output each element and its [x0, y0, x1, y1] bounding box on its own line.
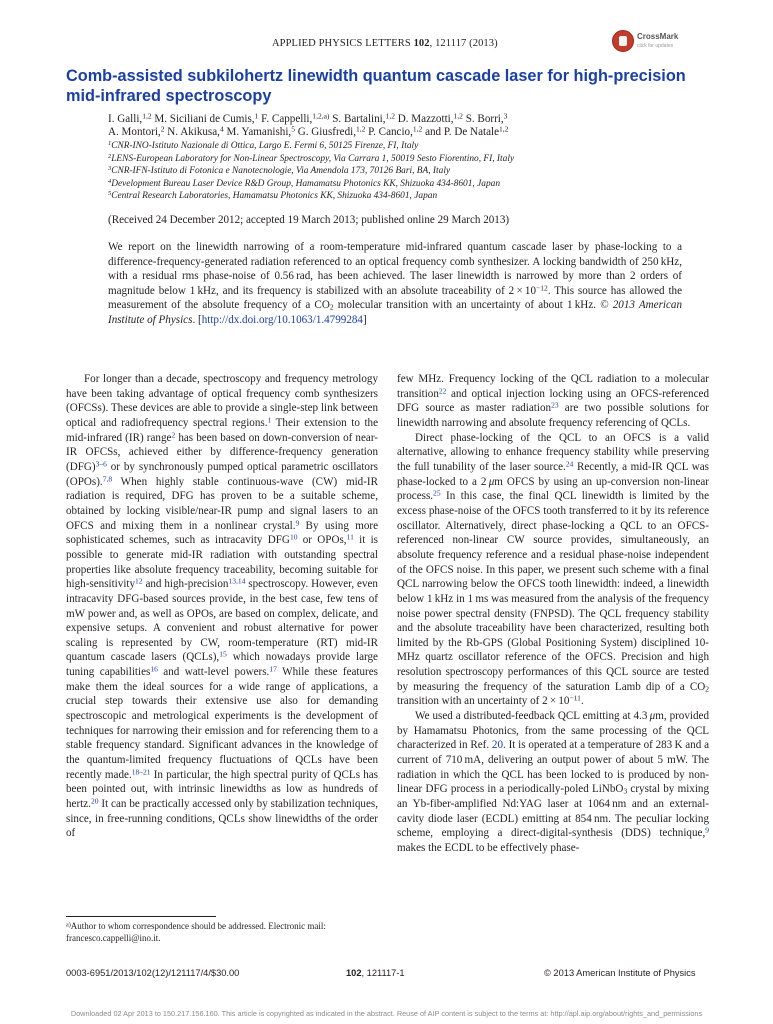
footer-page-number: , 121117-1 [361, 968, 405, 978]
received-dates: (Received 24 December 2012; accepted 19 March 2013; published online 29 March 2013) [108, 214, 510, 226]
crossmark-label: CrossMark [637, 32, 679, 41]
affiliation-line [108, 178, 668, 191]
crossmark-badge[interactable] [612, 29, 692, 55]
affiliation-number: 5 [108, 190, 112, 198]
affiliation-text: CNR-IFN-Istituto di Fotonica e Nanotecnologie, Via Amendola 173, 70126 Bari, BA, Italy [111, 166, 451, 177]
journal-name: APPLIED PHYSICS LETTERS [272, 38, 411, 49]
affiliations [108, 140, 668, 203]
affiliation-line [108, 165, 668, 178]
affiliation-text: Development Bureau Laser Device R&D Group, Hamamatsu Photonics KK, Shizuoka 434-8601, Japan [111, 178, 501, 189]
abstract: We report on the linewidth narrowing of a room-temperature mid-infrared quantum cascade laser by phase-locking to a difference-frequency-generated radiation referenced to an optical frequency comb synthesizer. A locking bandwidth of 250 kHz, with a residual rms phase-noise of 0.56 rad, has been achieved. The laser linewidth is narrowed by more than 2 orders of magnitude below 1 kHz, and its frequency is stabilized with an absolute traceability of $2 \times 10^{-12}$. This source has allowed the measurement of the absolute frequency of a $CO_2$ molecular transition with an uncertainty of about 1 kHz. © 2013 American Institute of Physics. [http://dx.doi.org/10.1063/1.4799284] [108, 241, 683, 326]
body-column-right: few MHz. Frequency locking of the QCL radiation to a molecular transition$^{22}$ and optical injection locking using an OFCS-referenced DFG source as master radiation$^{23}$ are two possible solutions for linewidth narrowing and absolute frequency referencing of QCLs. Direct phase-locking of the QCL to an OFCS is a valid alternative, allowing to enhance frequency stability while preserving the full tunability of the laser source.$^{24}$ Recently, a mid-IR QCL was phase-locked to a 2 μm OFCS by using an up-conversion non-linear process.$^{25}$ In this case, the final QCL linewidth is limited by the excess phase-noise of the OFCS tooth transferred to it by its reference oscillator. Alternatively, direct phase-locking a QCL to an OFCS-referenced non-linear CW source provides, simultaneously, an absolute frequency reference and a residual phase-noise independent of the OFCS noise. In this paper, we present such scheme with a final QCL narrowing below the OFCS tooth linewidth: indeed, a linewidth below 1 kHz in 1 ms was measured from the analysis of the frequency noise power spectral density (FNPSD). The QCL frequency stability and the absolute traceability have been characterized, resulting both limited by the Rb-GPS (Global Positioning System) disciplined 10-MHz quartz oscillator reference of the OFCS. Precision and high resolution spectroscopy performances of this QCL source are tested by measuring the frequency of the saturation Lamb dip of a $CO_2$ transition with an uncertainty of $2 \times 10^{-11}$. We used a distributed-feedback QCL emitting at 4.3 μm, provided by Hamamatsu Photonics, from the same processing of the QCL characterized in Ref. 20. It is operated at a temperature of 283 K and a current of 710 mA, delivering an output power of about 5 mW. The radiation in which the QCL has been locked to is produced by non-linear DFG process in a periodically-poled LiNbO$_3$ crystal by mixing an Yb-fiber-amplified Nd:YAG laser at 1064 nm and an external-cavity diode laser (ECDL) emitting at 854 nm. The peculiar locking scheme, employing a direct-digital-synthesis (DDS) technique,$^9$ makes the ECDL to be effectively phase- [397, 373, 710, 854]
affiliation-line [108, 153, 668, 166]
affiliation-number: 1 [108, 140, 112, 148]
affiliation-number: 4 [108, 177, 112, 185]
footnote-divider [66, 916, 216, 917]
footer-issn: 0003-6951/2013/102(12)/121117/4/$30.00 [66, 968, 240, 978]
affiliation-text: LENS-European Laboratory for Non-Linear Spectroscopy, Via Carrara 1, 50019 Sesto Fiorentino, FI, Italy [111, 153, 515, 164]
journal-citation: , 121117 (2013) [429, 38, 498, 49]
affiliation-line [108, 140, 668, 153]
author-line: I. Galli,$^{1,2}$ M. Siciliani de Cumis,$^1$ F. Cappelli,$^{1,2,a)}$ S. Bartalini,$^{1,2}$ D. Mazzotti,$^{1,2}$ S. Borri,$^3$ [108, 111, 508, 125]
affiliation-number: 3 [108, 165, 112, 173]
download-notice: Downloaded 02 Apr 2013 to 150.217.156.160. This article is copyrighted as indicated in the abstract. Reuse of AIP content is subject to the terms at: http://apl.aip.org/about/rights_and_permissions [70, 1009, 703, 1018]
affiliation-text: CNR-INO-Istituto Nazionale di Ottica, Largo E. Fermi 6, 50125 Firenze, FI, Italy [111, 141, 419, 151]
crossmark-sublabel: click for updates [637, 43, 674, 49]
author-list [108, 113, 668, 138]
affiliation-number: 2 [108, 152, 112, 160]
affiliation-line [108, 190, 668, 203]
crossmark-icon [612, 30, 634, 52]
paper-title: Comb-assisted subkilohertz linewidth quantum cascade laser for high-precision mid-infrared spectroscopy [66, 67, 686, 105]
journal-header [272, 38, 512, 49]
journal-volume: 102 [413, 38, 430, 49]
footer-page [346, 968, 405, 978]
footer-volume: 102 [346, 968, 362, 978]
affiliation-text: Central Research Laboratories, Hamamatsu Photonics KK, Shizuoka 434-8601, Japan [111, 191, 438, 202]
footnote: $^{a)}$Author to whom correspondence should be addressed. Electronic mail: francesco.cappelli@ino.it. [66, 921, 326, 943]
body-column-left: For longer than a decade, spectroscopy and frequency metrology have been taking advantage of optical frequency comb synthesizers (OFCSs). These devices are able to provide a single-step link between optical and radiofrequency spectral regions.$^1$ Their extension to the mid-infrared (IR) range$^2$ has been based on down-conversion of near-IR OFCSs, achieved either by difference-frequency generation (DFG)$^{3-6}$ or by synchronously pumped optical parametric oscillators (OPOs).$^{7,8}$ When highly stable continuous-wave (CW) mid-IR radiation is required, DFG has proven to be a suitable scheme, obtained by locking visible/near-IR pump and signal lasers to an OFCS and mixing them in a nonlinear crystal.$^9$ By using more sophisticated schemes, such as intracavity DFG$^{10}$ or OPOs,$^{11}$ it is possible to generate mid-IR radiation with outstanding spectral properties like absolute frequency traceability, becoming suitable for high-sensitivity$^{12}$ and high-precision$^{13,14}$ spectroscopy. However, even intracavity DFG-based sources provide, in the best case, few tens of mW power and, as well as OPOs, are based on complex, delicate, and expensive setups. A convenient and robust alternative for power scaling is represented by CW, room-temperature (RT) mid-IR quantum cascade lasers (QCLs),$^{15}$ which nowadays provide large tuning capabilities$^{16}$ and watt-level powers.$^{17}$ While these features make them the ideal sources for a wide range of applications, a crucial step towards their extensive use also for demanding spectroscopic and metrological experiments is the development of techniques for narrowing their emission and for referencing them to a stable frequency standard. Significant advances in the knowledge of the quantum-limited frequency fluctuations of QCLs have been recently made.$^{18-21}$ In particular, the high spectral purity of QCLs has been pointed out, with intrinsic linewidths as low as hundreds of hertz.$^{20}$ It can be practically accessed only by stabilization techniques, since, in free-running conditions, QCLs show linewidths of the order of [66, 373, 378, 840]
author-line: A. Montori,$^2$ N. Akikusa,$^4$ M. Yamanishi,$^5$ G. Giusfredi,$^{1,2}$ P. Cancio,$^{1,2}$ and P. De Natale$^{1,2}$ [108, 124, 509, 138]
footer-copyright: © 2013 American Institute of Physics [544, 968, 696, 978]
